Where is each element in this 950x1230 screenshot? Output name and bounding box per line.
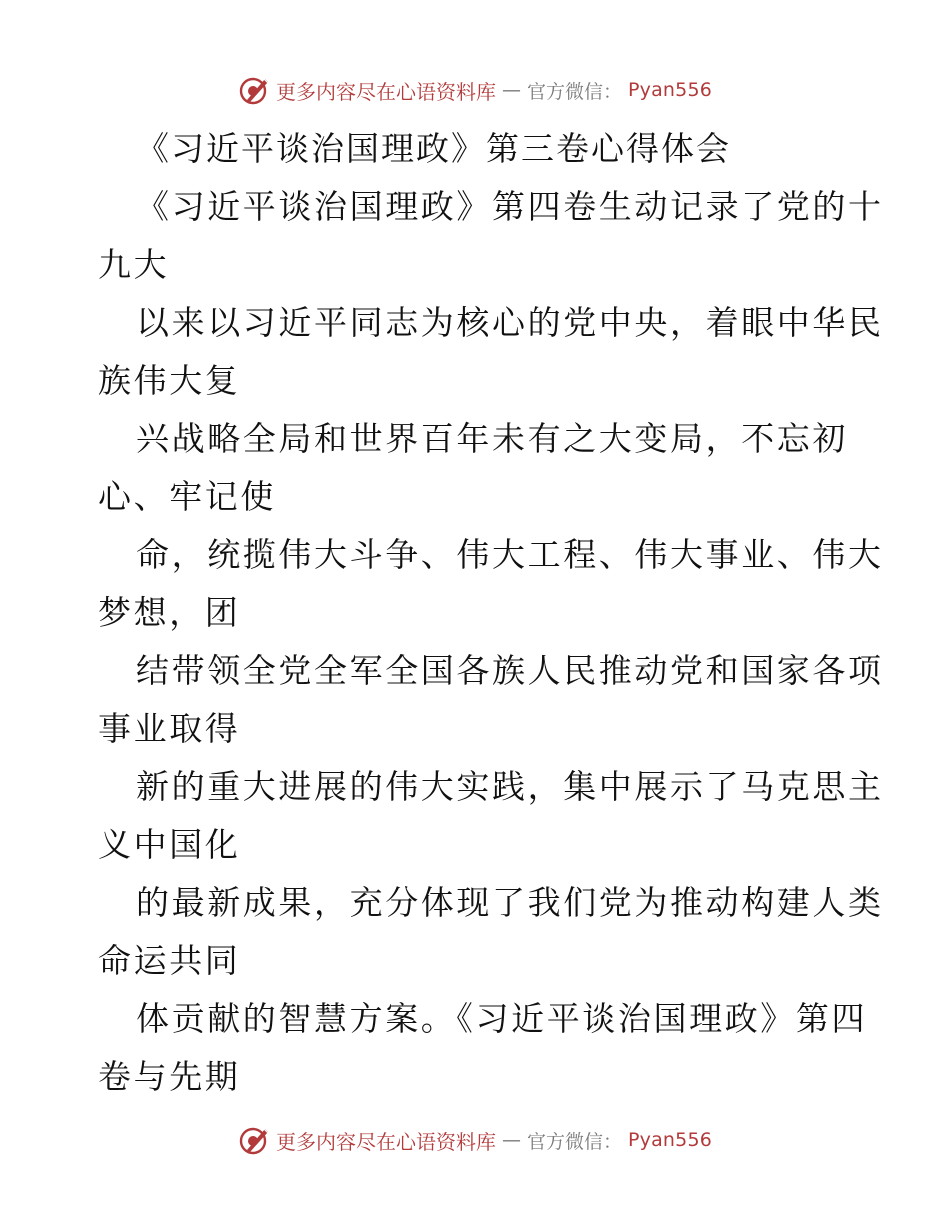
banner-wechat-id: Pyan556 [627, 1129, 713, 1151]
header-banner [0, 70, 950, 110]
pen-logo-icon [238, 74, 270, 106]
paragraph-line: 义中国化 [98, 825, 241, 864]
paragraph-line: 以来以习近平同志为核心的党中央，着眼中华民 [136, 303, 884, 342]
paragraph-line: 的最新成果，充分体现了我们党为推动构建人类 [136, 883, 884, 922]
banner-site-text: 更多内容尽在心语资料库 [275, 79, 496, 104]
footer-banner [0, 1120, 950, 1160]
banner-separator: — [501, 79, 521, 101]
paragraph-line: 族伟大复 [98, 361, 241, 400]
banner-separator: — [501, 1129, 521, 1151]
paragraph-line: 《习近平谈治国理政》第四卷生动记录了党的十 [136, 187, 884, 226]
paragraph-line: 体贡献的智慧方案。《习近平谈治国理政》第四 [136, 999, 868, 1038]
document-title: 《习近平谈治国理政》第三卷心得体会 [136, 129, 731, 168]
paragraph-line: 兴战略全局和世界百年未有之大变局，不忘初 [136, 419, 848, 458]
paragraph-line: 新的重大进展的伟大实践，集中展示了马克思主 [136, 767, 884, 806]
document-body [98, 120, 884, 1106]
banner-wechat-id: Pyan556 [627, 79, 713, 101]
paragraph-line: 结带领全党全军全国各族人民推动党和国家各项 [136, 651, 884, 690]
banner-wechat-label: 官方微信： [526, 80, 622, 103]
paragraph-line: 事业取得 [98, 709, 241, 748]
paragraph-line: 梦想，团 [98, 593, 241, 632]
banner-site-text: 更多内容尽在心语资料库 [275, 1129, 496, 1154]
banner [238, 1124, 712, 1156]
paragraph-line: 命，统揽伟大斗争、伟大工程、伟大事业、伟大 [136, 535, 884, 574]
paragraph-line: 命运共同 [98, 941, 241, 980]
banner-wechat-label: 官方微信： [526, 1130, 622, 1153]
paragraph-line: 九大 [98, 245, 170, 284]
banner [238, 74, 712, 106]
paragraph-line: 心、牢记使 [98, 477, 276, 516]
paragraph-line: 卷与先期 [98, 1057, 241, 1096]
pen-logo-icon [238, 1124, 270, 1156]
